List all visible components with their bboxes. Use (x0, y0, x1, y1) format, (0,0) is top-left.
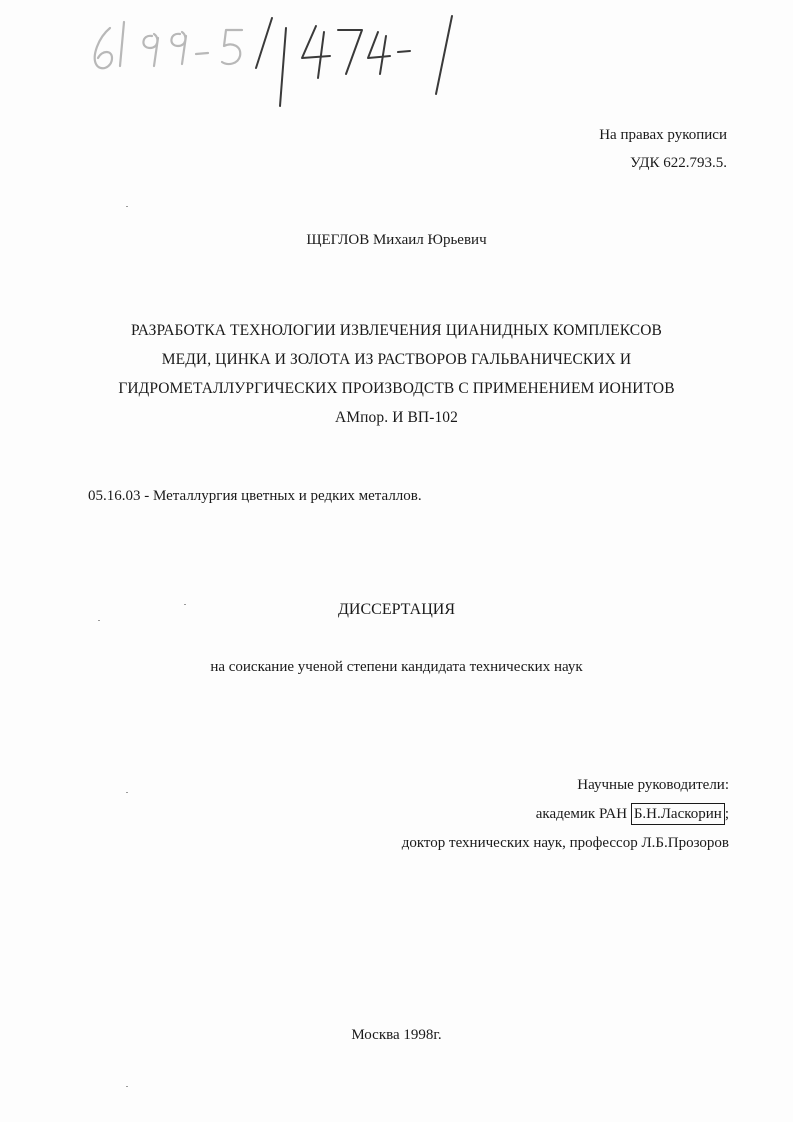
title-line: ГИДРОМЕТАЛЛУРГИЧЕСКИХ ПРОИЗВОДСТВ С ПРИМЕНЕНИЕМ ИОНИТОВ (118, 380, 675, 397)
scan-speck (126, 792, 128, 793)
supervisor-first (402, 800, 729, 829)
rights-note: На правах рукописи (599, 127, 727, 143)
document-type: ДИССЕРТАЦИЯ (338, 601, 455, 618)
title-line: АМпор. И ВП-102 (334, 409, 459, 426)
supervisor-first-name-box: Б.Н.Ласкорин (631, 803, 725, 825)
supervisor-second: доктор технических наук, профессор Л.Б.Прозоров (401, 835, 729, 851)
udc-code: УДК 622.793.5. (630, 155, 727, 171)
city-year: Москва 1998г. (351, 1027, 442, 1043)
supervisor-first-prefix: академик РАН (535, 806, 628, 822)
scan-speck (126, 206, 128, 207)
rights-block (599, 121, 727, 177)
title-line: МЕДИ, ЦИНКА И ЗОЛОТА ИЗ РАСТВОРОВ ГАЛЬВАНИЧЕСКИХ И (161, 351, 632, 368)
dissertation-title (0, 316, 793, 432)
handwritten-annotation (80, 8, 480, 118)
title-line: РАЗРАБОТКА ТЕХНОЛОГИИ ИЗВЛЕЧЕНИЯ ЦИАНИДНЫХ КОМПЛЕКСОВ (131, 322, 662, 339)
scan-speck (98, 620, 100, 621)
specialty-code: 05.16.03 - Металлургия цветных и редких металлов. (88, 488, 422, 504)
author-name: ЩЕГЛОВ Михаил Юрьевич (306, 232, 487, 248)
degree-statement: на соискание ученой степени кандидата технических наук (210, 659, 583, 675)
scan-speck (126, 1086, 128, 1087)
scan-speck (184, 604, 186, 605)
supervisors-block (402, 771, 729, 858)
supervisors-heading: Научные руководители: (577, 777, 729, 793)
supervisor-first-suffix: ; (724, 806, 729, 822)
